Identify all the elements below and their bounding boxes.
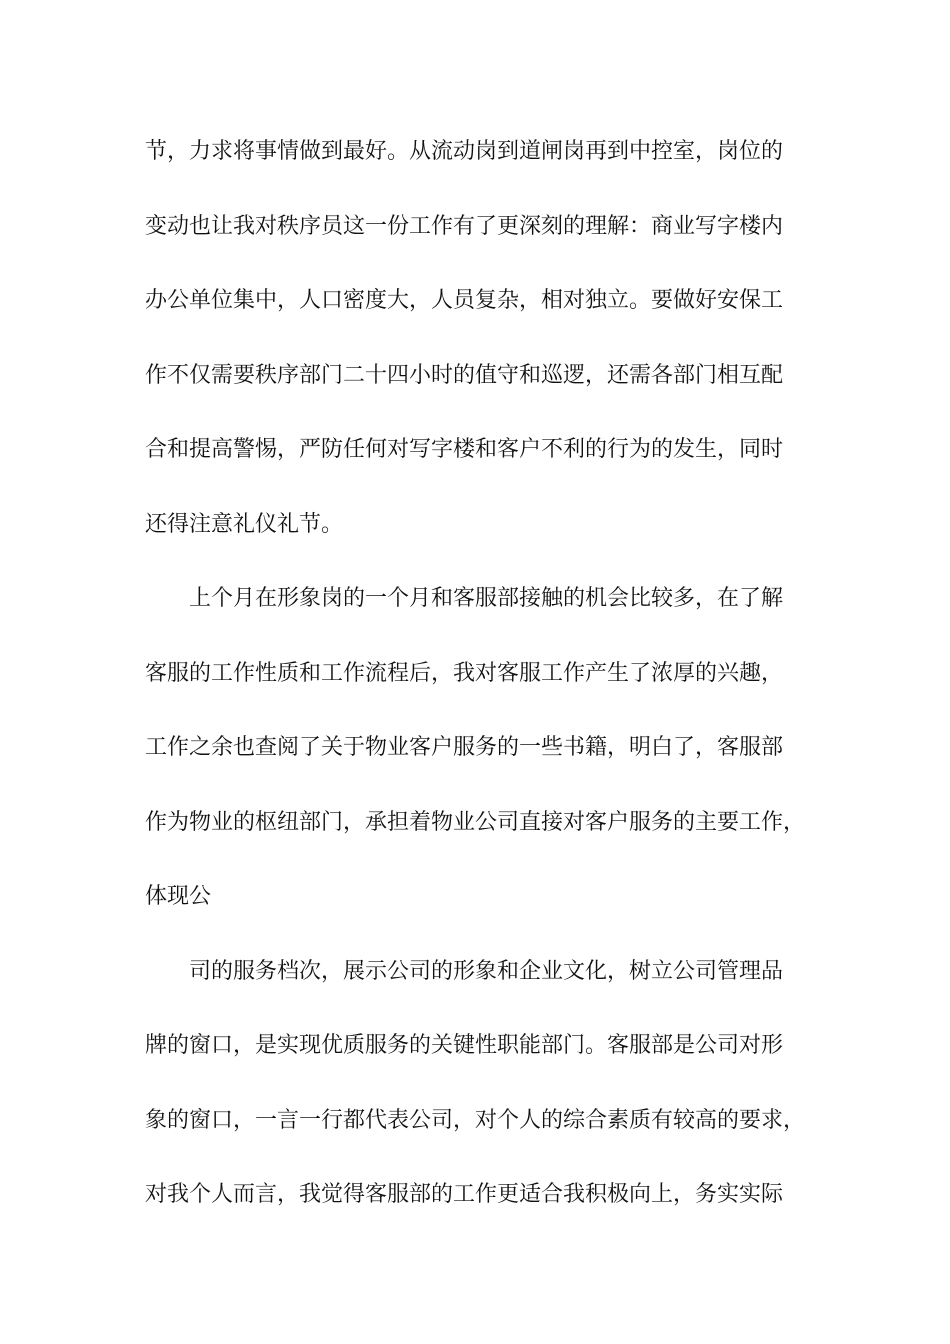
text-line: 办公单位集中，人口密度大，人员复杂，相对独立。要做好安保工 [145,288,784,313]
text-line: 工作之余也查阅了关于物业客户服务的一些书籍，明白了，客服部 [145,735,784,760]
text-line: 客服的工作性质和工作流程后，我对客服工作产生了浓厚的兴趣， [145,660,784,686]
text-line: 作不仅需要秩序部门二十四小时的值守和巡逻，还需各部门相互配 [145,362,784,388]
text-line: 上个月在形象岗的一个月和客服部接触的机会比较多，在了解 [189,586,784,611]
body-text [145,130,825,1248]
text-line: 变动也让我对秩序员这一份工作有了更深刻的理解：商业写字楼内 [145,213,784,239]
text-line: 作为物业的枢纽部门，承担着物业公司直接对客户服务的主要工作， [145,809,806,835]
text-line: 象的窗口，一言一行都代表公司，对个人的综合素质有较高的要求， [145,1107,806,1133]
text-line: 对我个人而言，我觉得客服部的工作更适合我积极向上，务实实际 [145,1182,784,1207]
text-line: 体现公 [145,884,212,909]
text-line: 还得注意礼仪礼节。 [145,511,344,537]
text-line: 牌的窗口，是实现优质服务的关键性职能部门。客服部是公司对形 [145,1033,784,1058]
text-line: 合和提高警惕，严防任何对写字楼和客户不利的行为的发生，同时 [145,437,784,462]
text-line: 司的服务档次，展示公司的形象和企业文化，树立公司管理品 [189,958,784,984]
text-line: 节，力求将事情做到最好。从流动岗到道闸岗再到中控室，岗位的 [145,139,784,164]
